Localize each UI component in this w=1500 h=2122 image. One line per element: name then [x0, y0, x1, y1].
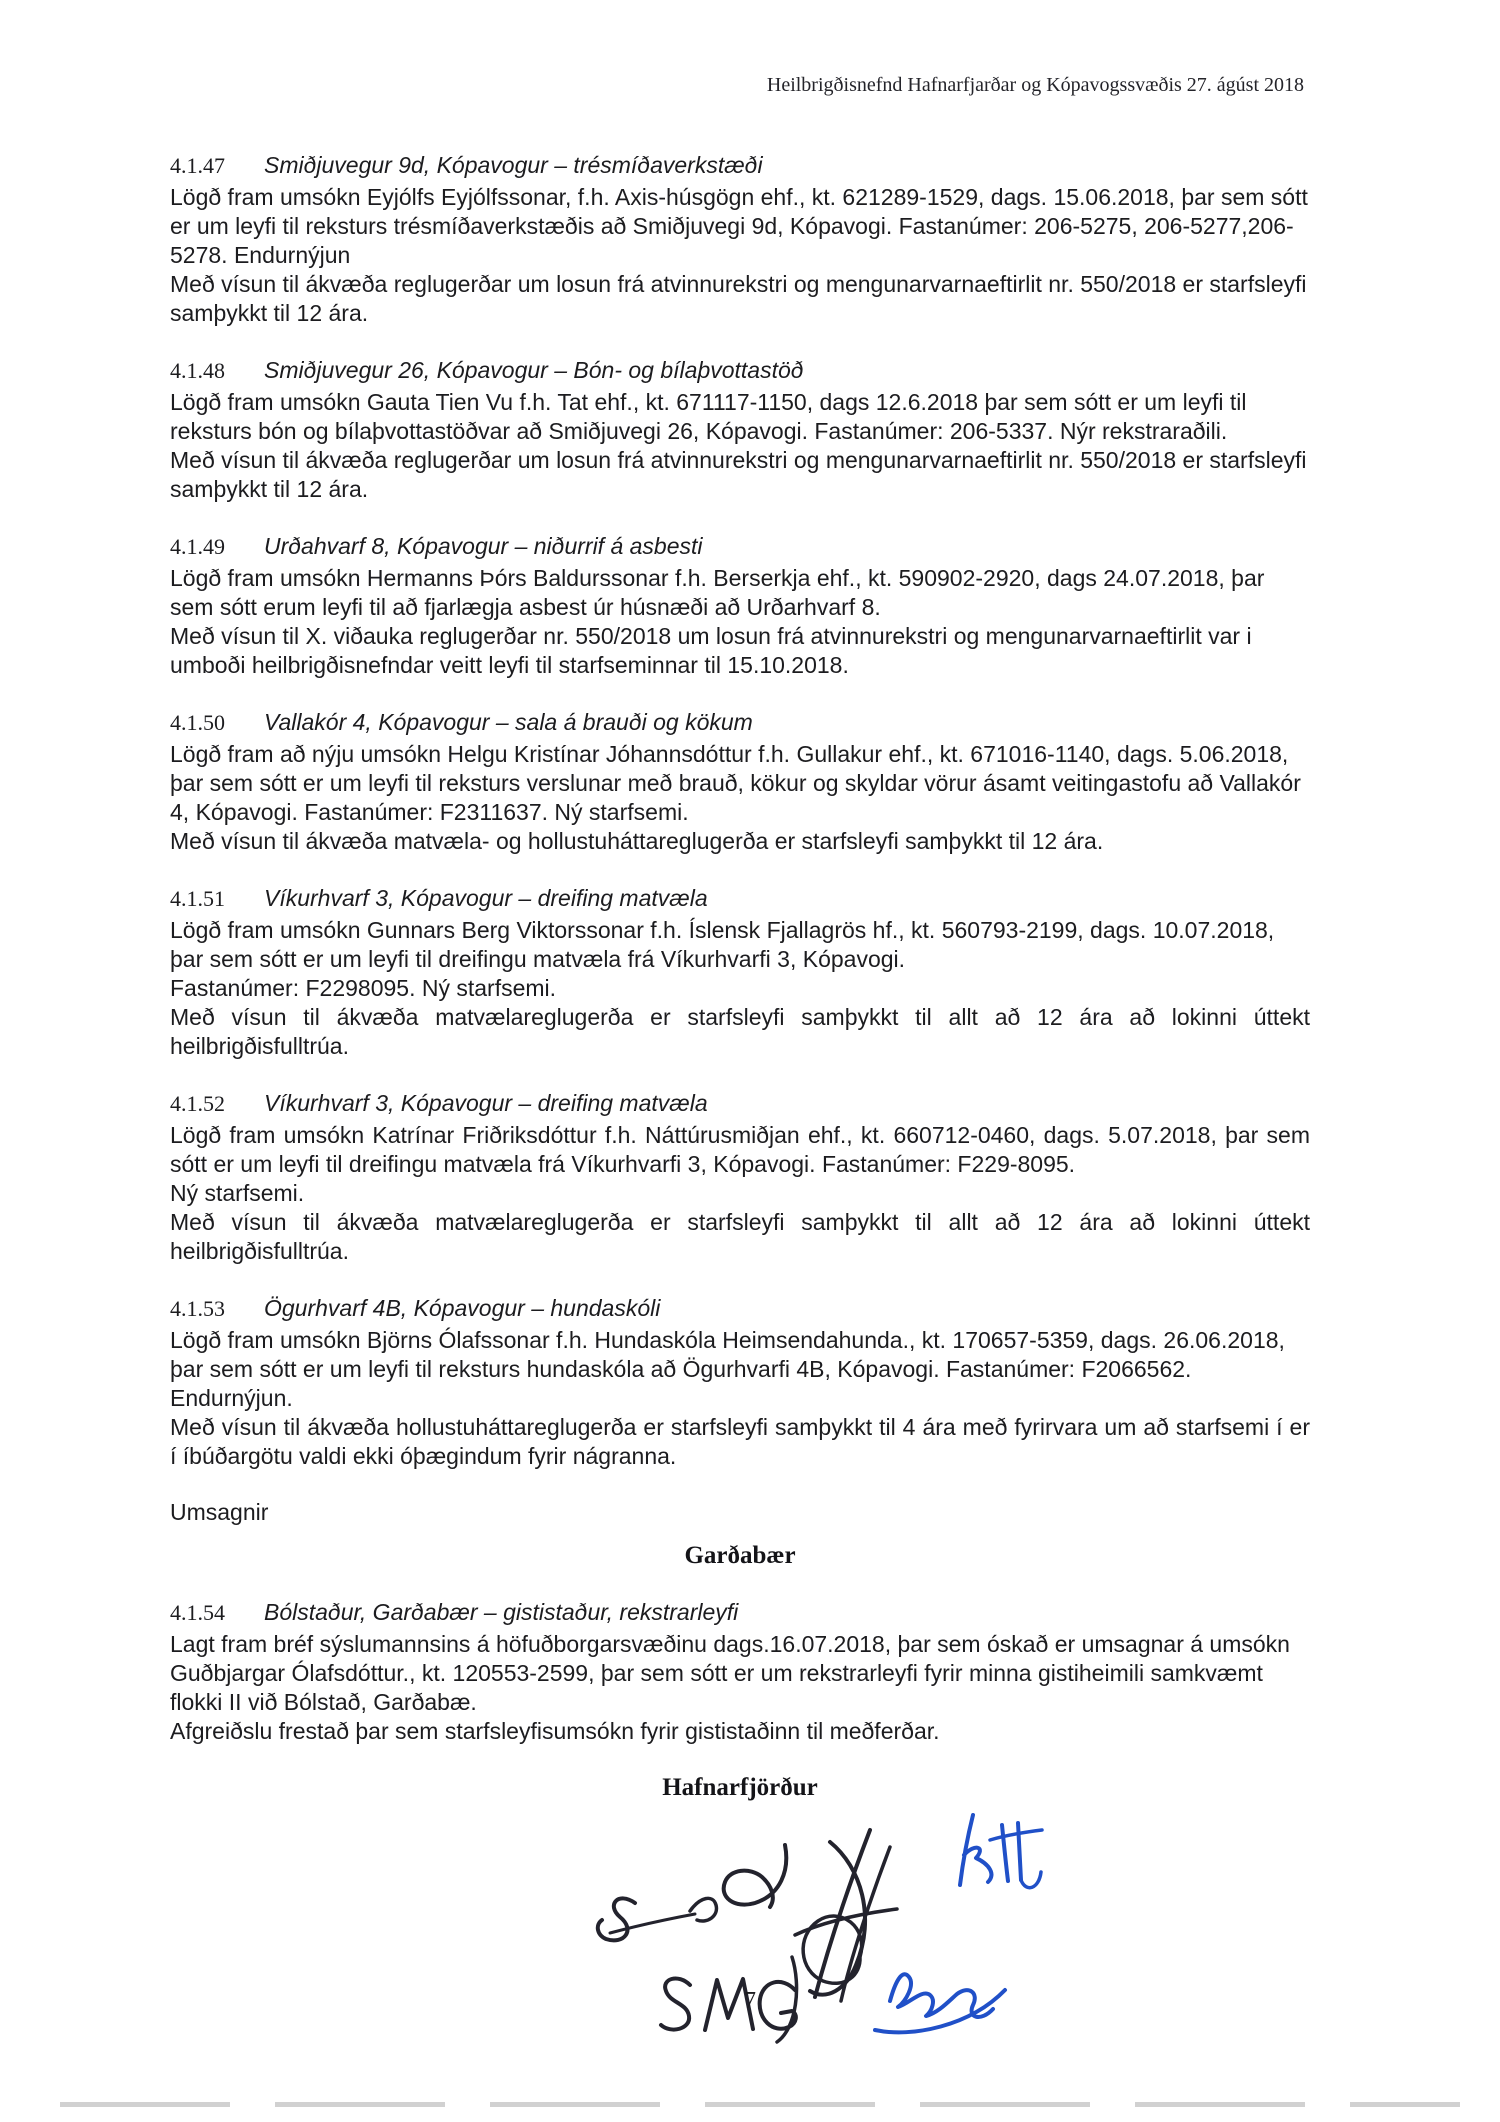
section-title: Vallakór 4, Kópavogur – sala á brauði og kökum — [264, 709, 753, 735]
section-title: Smiðjuvegur 9d, Kópavogur – trésmíðaverkstæði — [264, 152, 763, 178]
paragraph: Með vísun til ákvæða hollustuháttareglugerða er starfsleyfi samþykkt til 4 ára með fyrirvara um að starfsemi í er í íbúðargötu valdi ekki óþægindum fyrir nágranna. — [170, 1414, 1310, 1469]
section-heading — [170, 883, 1310, 914]
paragraph: Með vísun til ákvæða matvælareglugerða er starfsleyfi samþykkt til allt að 12 ára að lokinni úttekt heilbrigðisfulltrúa. — [170, 1004, 1310, 1059]
paragraph: Með vísun til X. viðauka reglugerðar nr. 550/2018 um losun frá atvinnurekstri og mengunarvarnaeftirlit var i umboði heilbrigðisnefndar veitt leyfi til starfseminnar til 15.10.2018. — [170, 623, 1252, 678]
paragraph: Með vísun til ákvæða reglugerðar um losun frá atvinnurekstri og mengunarvarnaeftirlit nr. 550/2018 er starfsleyfi samþykkt til 12 ára. — [170, 271, 1307, 326]
signature-ktt-icon — [960, 1815, 1042, 1888]
paragraph: Með vísun til ákvæða reglugerðar um losun frá atvinnurekstri og mengunarvarnaeftirlit nr. 550/2018 er starfsleyfi samþykkt til 12 ára. — [170, 447, 1307, 502]
section-title: Urðahvarf 8, Kópavogur – niðurrif á asbesti — [264, 533, 703, 559]
paragraph: Fastanúmer: F2298095. Ný starfsemi. — [170, 975, 557, 1001]
paragraph: Lagt fram bréf sýslumannsins á höfuðborgarsvæðinu dags.16.07.2018, þar sem óskað er umsagnar á umsókn Guðbjargar Ólafsdóttur., kt. 120553-2599, þar sem sótt er um rekstrarleyfi fyrir minna gistiheimili samkvæmt flokki II við Bólstað, Garðabæ. — [170, 1631, 1290, 1715]
section-heading — [170, 707, 1310, 738]
section-4-1-52 — [170, 1088, 1310, 1266]
signature-sg-icon — [598, 1898, 695, 1940]
section-4-1-48 — [170, 355, 1310, 504]
section-number: 4.1.49 — [170, 534, 225, 559]
page-number: 7 — [744, 1988, 756, 2014]
scan-artifact-line — [60, 2102, 1460, 2107]
running-header: Heilbrigðisnefnd Hafnarfjarðar og Kópavogssvæðis 27. ágúst 2018 — [766, 74, 1304, 96]
document-body — [170, 150, 1310, 1803]
municipality-heading-gardabaer: Garðabær — [684, 1542, 796, 1569]
paragraph: Lögð fram umsókn Gunnars Berg Viktorssonar f.h. Íslensk Fjallagrös hf., kt. 560793-2199, dags. 10.07.2018, þar sem sótt er um leyfi til dreifingu matvæla frá Víkurhvarfi 3, Kópavogi. — [170, 917, 1275, 972]
paragraph: Lögð fram umsókn Eyjólfs Eyjólfssonar, f.h. Axis-húsgögn ehf., kt. 621289-1529, dags. 15.06.2018, þar sem sótt er um leyfi til reksturs trésmíðaverkstæðis að Smiðjuvegi 9d, Kópavogi. Fastanúmer: 206-5275, 206-5277,206-5278. Endurnýjun — [170, 184, 1308, 268]
section-heading — [170, 150, 1310, 181]
section-4-1-50 — [170, 707, 1310, 856]
municipality-heading-hafnarfjordur: Hafnarfjörður — [662, 1774, 818, 1801]
section-title: Bólstaður, Garðabær – gististaður, rekstrarleyfi — [264, 1599, 739, 1625]
section-number: 4.1.51 — [170, 886, 225, 911]
handwritten-signatures — [540, 1785, 1100, 2075]
section-4-1-51 — [170, 883, 1310, 1061]
paragraph: Með vísun til ákvæða matvæla- og hollustuháttareglugerða er starfsleyfi samþykkt til 12 ára. — [170, 828, 1104, 854]
section-number: 4.1.54 — [170, 1600, 225, 1625]
paragraph: Lögð fram að nýju umsókn Helgu Kristínar Jóhannsdóttur f.h. Gullakur ehf., kt. 671016-1140, dags. 5.06.2018, þar sem sótt er um leyfi til reksturs verslunar með brauð, kökur og skyldar vörur ásamt veitingastofu að Vallakór 4, Kópavogi. Fastanúmer: F2311637. Ný starfsemi. — [170, 741, 1301, 825]
section-number: 4.1.52 — [170, 1091, 225, 1116]
signature-monogram-icon — [795, 1830, 897, 2001]
paragraph: Lögð fram umsókn Katrínar Friðriksdóttur f.h. Náttúrusmiðjan ehf., kt. 660712-0460, dags. 5.07.2018, þar sem sótt er um leyfi til dreifingu matvæla frá Víkurhvarfi 3, Kópavogi. Fastanúmer: F229-8095. — [170, 1122, 1310, 1177]
section-4-1-53 — [170, 1293, 1310, 1471]
section-heading — [170, 1597, 1310, 1628]
section-title: Smiðjuvegur 26, Kópavogur – Bón- og bílaþvottastöð — [264, 357, 804, 383]
section-number: 4.1.53 — [170, 1296, 225, 1321]
section-number: 4.1.47 — [170, 153, 225, 178]
paragraph: Lögð fram umsókn Hermanns Þórs Baldurssonar f.h. Berserkja ehf., kt. 590902-2920, dags 24.07.2018, þar sem sótt erum leyfi til að fjarlægja asbest úr húsnæði að Urðarhvarf 8. — [170, 565, 1265, 620]
section-heading — [170, 1293, 1310, 1324]
section-4-1-47 — [170, 150, 1310, 328]
section-heading — [170, 531, 1310, 562]
section-title: Ögurhvarf 4B, Kópavogur – hundaskóli — [264, 1295, 661, 1321]
paragraph: Ný starfsemi. — [170, 1180, 305, 1206]
section-4-1-54 — [170, 1597, 1310, 1746]
section-heading — [170, 355, 1310, 386]
paragraph: Afgreiðslu frestað þar sem starfsleyfisumsókn fyrir gististaðinn til meðferðar. — [170, 1718, 940, 1744]
section-title: Víkurhvarf 3, Kópavogur – dreifing matvæla — [264, 1090, 708, 1116]
paragraph: Lögð fram umsókn Björns Ólafssonar f.h. Hundaskóla Heimsendahunda., kt. 170657-5359, dags. 26.06.2018, þar sem sótt er um leyfi til reksturs hundaskóla að Ögurhvarfi 4B, Kópavogi. Fastanúmer: F2066562. Endurnýjun. — [170, 1327, 1285, 1411]
section-heading — [170, 1088, 1310, 1119]
section-title: Víkurhvarf 3, Kópavogur – dreifing matvæla — [264, 885, 708, 911]
section-4-1-49 — [170, 531, 1310, 680]
signature-loop-icon — [690, 1845, 786, 1921]
section-number: 4.1.48 — [170, 358, 225, 383]
section-number: 4.1.50 — [170, 710, 225, 735]
paragraph: Með vísun til ákvæða matvælareglugerða er starfsleyfi samþykkt til allt að 12 ára að lokinni úttekt heilbrigðisfulltrúa. — [170, 1209, 1310, 1264]
paragraph: Lögð fram umsókn Gauta Tien Vu f.h. Tat ehf., kt. 671117-1150, dags 12.6.2018 þar sem sótt er um leyfi til reksturs bón og bílaþvottastöðvar að Smiðjuvegi 26, Kópavogi. Fastanúmer: 206-5337. Nýr rekstraraðili. — [170, 389, 1247, 444]
umsagnir-label: Umsagnir — [170, 1499, 269, 1525]
